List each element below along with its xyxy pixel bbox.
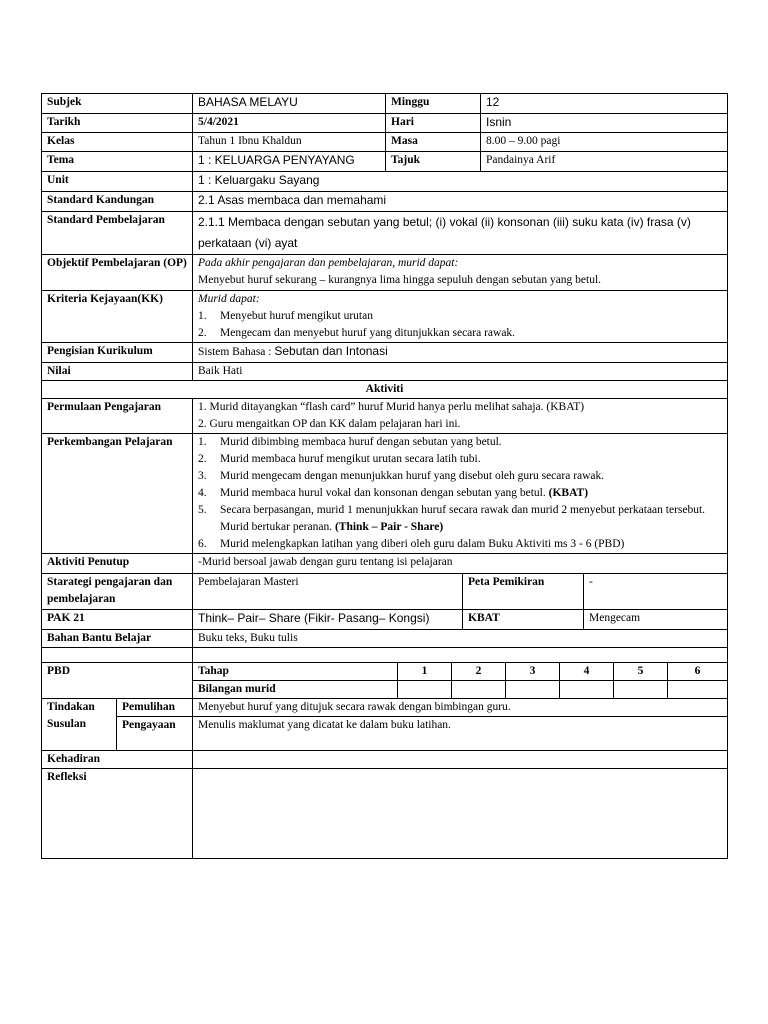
kelas-label: Kelas <box>42 133 193 152</box>
bbb-label: Bahan Bantu Belajar <box>42 630 193 648</box>
row-pemulihan <box>42 699 728 717</box>
row-blank <box>42 648 728 663</box>
list-item: 6. Murid melengkapkan latihan yang diberi oleh guru dalam Buku Aktiviti ms 3 - 6 (PBD) <box>198 538 625 550</box>
tarikh-value: 5/4/2021 <box>193 114 386 133</box>
standard-kandungan-value: 2.1 Asas membaca dan memahami <box>193 192 728 212</box>
row-standard-kandungan <box>42 192 728 212</box>
bilangan-cell <box>560 681 614 699</box>
row-aktiviti-heading <box>42 381 728 399</box>
bbb-value: Buku teks, Buku tulis <box>193 630 728 648</box>
perkembangan-cell <box>193 434 728 554</box>
tindakan-table <box>41 698 728 751</box>
row-refleksi <box>42 769 728 859</box>
penutup-label: Aktiviti Penutup <box>42 554 193 574</box>
tahap-5: 5 <box>614 663 668 681</box>
pbd-label: PBD <box>42 663 193 699</box>
minggu-label: Minggu <box>386 94 481 114</box>
pengisian-label: Pengisian Kurikulum <box>42 343 193 363</box>
permulaan-line-1: 1. Murid ditayangkan “flash card” huruf Murid hanya perlu melihat sahaja. (KBAT) <box>198 401 585 413</box>
tahap-3: 3 <box>506 663 560 681</box>
row-perkembangan <box>42 434 728 554</box>
bilangan-cell <box>614 681 668 699</box>
permulaan-label: Permulaan Pengajaran <box>42 399 193 434</box>
tahap-4: 4 <box>560 663 614 681</box>
perkembangan-list <box>198 434 722 553</box>
header-table <box>41 93 728 172</box>
tajuk-label: Tajuk <box>386 152 481 172</box>
tajuk-value: Pandainya Arif <box>481 152 728 172</box>
tahap-2: 2 <box>452 663 506 681</box>
masa-label: Masa <box>386 133 481 152</box>
pak21-value: Think– Pair– Share (Fikir- Pasang– Kongsi) <box>193 610 463 630</box>
list-item: 1. Murid dibimbing membaca huruf dengan sebutan yang betul. <box>198 436 502 448</box>
strategy-table <box>41 573 728 630</box>
kbat-value: Mengecam <box>584 610 728 630</box>
pengisian-cell <box>193 343 728 363</box>
peta-pemikiran-value: - <box>584 574 728 610</box>
kehadiran-value <box>193 751 728 769</box>
pbd-table <box>41 662 728 699</box>
bilangan-cell <box>668 681 728 699</box>
standard-pembelajaran-value: 2.1.1 Membaca dengan sebutan yang betul; (i) vokal (ii) konsonan (iii) suku kata (iv) frasa (v) perkataan (vi) ayat <box>193 212 728 255</box>
kbat-label: KBAT <box>463 610 584 630</box>
unit-label: Unit <box>42 172 193 192</box>
list-item: 4. Murid membaca hurul vokal dan konsonan dengan sebutan yang betul. (KBAT) <box>198 487 589 499</box>
bilangan-cell <box>452 681 506 699</box>
bilangan-cell <box>398 681 452 699</box>
row-bbb <box>42 630 728 648</box>
objektif-cell <box>193 255 728 291</box>
strategi-label: Starategi pengajaran dan pembelajaran <box>42 574 193 610</box>
row-objektif <box>42 255 728 291</box>
footer-table <box>41 750 728 859</box>
kriteria-label: Kriteria Kejayaan(KK) <box>42 291 193 343</box>
tema-label: Tema <box>42 152 193 172</box>
strategi-value: Pembelajaran Masteri <box>193 574 463 610</box>
penutup-value: -Murid bersoal jawab dengan guru tentang isi pelajaran <box>193 554 728 574</box>
row-kehadiran <box>42 751 728 769</box>
hari-label: Hari <box>386 114 481 133</box>
kehadiran-label: Kehadiran <box>42 751 193 769</box>
row-standard-pembelajaran <box>42 212 728 255</box>
row-pbd-tahap <box>42 663 728 681</box>
pemulihan-value: Menyebut huruf yang ditujuk secara rawak dengan bimbingan guru. <box>193 699 728 717</box>
row-pak21 <box>42 610 728 630</box>
kelas-value: Tahun 1 Ibnu Khaldun <box>193 133 386 152</box>
row-penutup <box>42 554 728 574</box>
main-table <box>41 171 728 574</box>
refleksi-label: Refleksi <box>42 769 193 859</box>
subjek-label: Subjek <box>42 94 193 114</box>
tahap-6: 6 <box>668 663 728 681</box>
blank-cell <box>193 648 728 663</box>
permulaan-cell <box>193 399 728 434</box>
kriteria-cell <box>193 291 728 343</box>
pengisian-value: Sebutan dan Intonasi <box>274 344 388 358</box>
permulaan-line-2: 2. Guru mengaitkan OP dan KK dalam pelajaran hari ini. <box>198 418 461 430</box>
bilangan-cell <box>506 681 560 699</box>
row-pengisian <box>42 343 728 363</box>
row-tarikh <box>42 114 728 133</box>
tindakan-label: Tindakan Susulan <box>42 699 117 751</box>
nilai-label: Nilai <box>42 363 193 381</box>
row-kelas <box>42 133 728 152</box>
row-pengayaan <box>42 717 728 751</box>
pengayaan-value: Menulis maklumat yang dicatat ke dalam buku latihan. <box>193 717 728 751</box>
hari-value: Isnin <box>481 114 728 133</box>
kriteria-list <box>198 308 722 342</box>
pemulihan-label: Pemulihan <box>117 699 193 717</box>
standard-pembelajaran-label: Standard Pembelajaran <box>42 212 193 255</box>
aktiviti-heading: Aktiviti <box>42 381 728 399</box>
refleksi-value <box>193 769 728 859</box>
subjek-value: BAHASA MELAYU <box>193 94 386 114</box>
pengisian-prefix: Sistem Bahasa : <box>198 346 272 358</box>
list-item: 1. Menyebut huruf mengikut urutan <box>198 310 373 322</box>
peta-pemikiran-label: Peta Pemikiran <box>463 574 584 610</box>
pengayaan-label: Pengayaan <box>117 717 193 751</box>
lesson-plan-sheet <box>41 93 727 859</box>
objektif-label: Objektif Pembelajaran (OP) <box>42 255 193 291</box>
list-item: 2. Mengecam dan menyebut huruf yang ditunjukkan secara rawak. <box>198 327 516 339</box>
bbb-table <box>41 629 728 663</box>
pak21-label: PAK 21 <box>42 610 193 630</box>
list-item: 3. Murid mengecam dengan menunjukkan huruf yang disebut oleh guru secara rawak. <box>198 470 605 482</box>
objektif-intro: Pada akhir pengajaran dan pembelajaran, murid dapat: <box>198 257 459 269</box>
nilai-value: Baik Hati <box>193 363 728 381</box>
tahap-label: Tahap <box>193 663 398 681</box>
objektif-value: Menyebut huruf sekurang – kurangnya lima hingga sepuluh dengan sebutan yang betul. <box>198 274 602 286</box>
blank-cell <box>42 648 193 663</box>
row-kriteria <box>42 291 728 343</box>
row-permulaan <box>42 399 728 434</box>
tahap-1: 1 <box>398 663 452 681</box>
row-unit <box>42 172 728 192</box>
kriteria-intro: Murid dapat: <box>198 293 260 305</box>
list-item: 5. Secara berpasangan, murid 1 menunjukkan huruf secara rawak dan murid 2 menyebut perkataan tersebut. Murid bertukar peranan. (Think – Pair - Share) <box>198 504 706 533</box>
masa-value: 8.00 – 9.00 pagi <box>481 133 728 152</box>
row-subjek <box>42 94 728 114</box>
tarikh-label: Tarikh <box>42 114 193 133</box>
minggu-value: 12 <box>481 94 728 114</box>
list-item: 2. Murid membaca huruf mengikut urutan secara latih tubi. <box>198 453 481 465</box>
bilangan-label: Bilangan murid <box>193 681 398 699</box>
perkembangan-label: Perkembangan Pelajaran <box>42 434 193 554</box>
row-tema <box>42 152 728 172</box>
tema-value: 1 : KELUARGA PENYAYANG <box>193 152 386 172</box>
unit-value: 1 : Keluargaku Sayang <box>193 172 728 192</box>
row-strategi <box>42 574 728 610</box>
standard-kandungan-label: Standard Kandungan <box>42 192 193 212</box>
row-nilai <box>42 363 728 381</box>
